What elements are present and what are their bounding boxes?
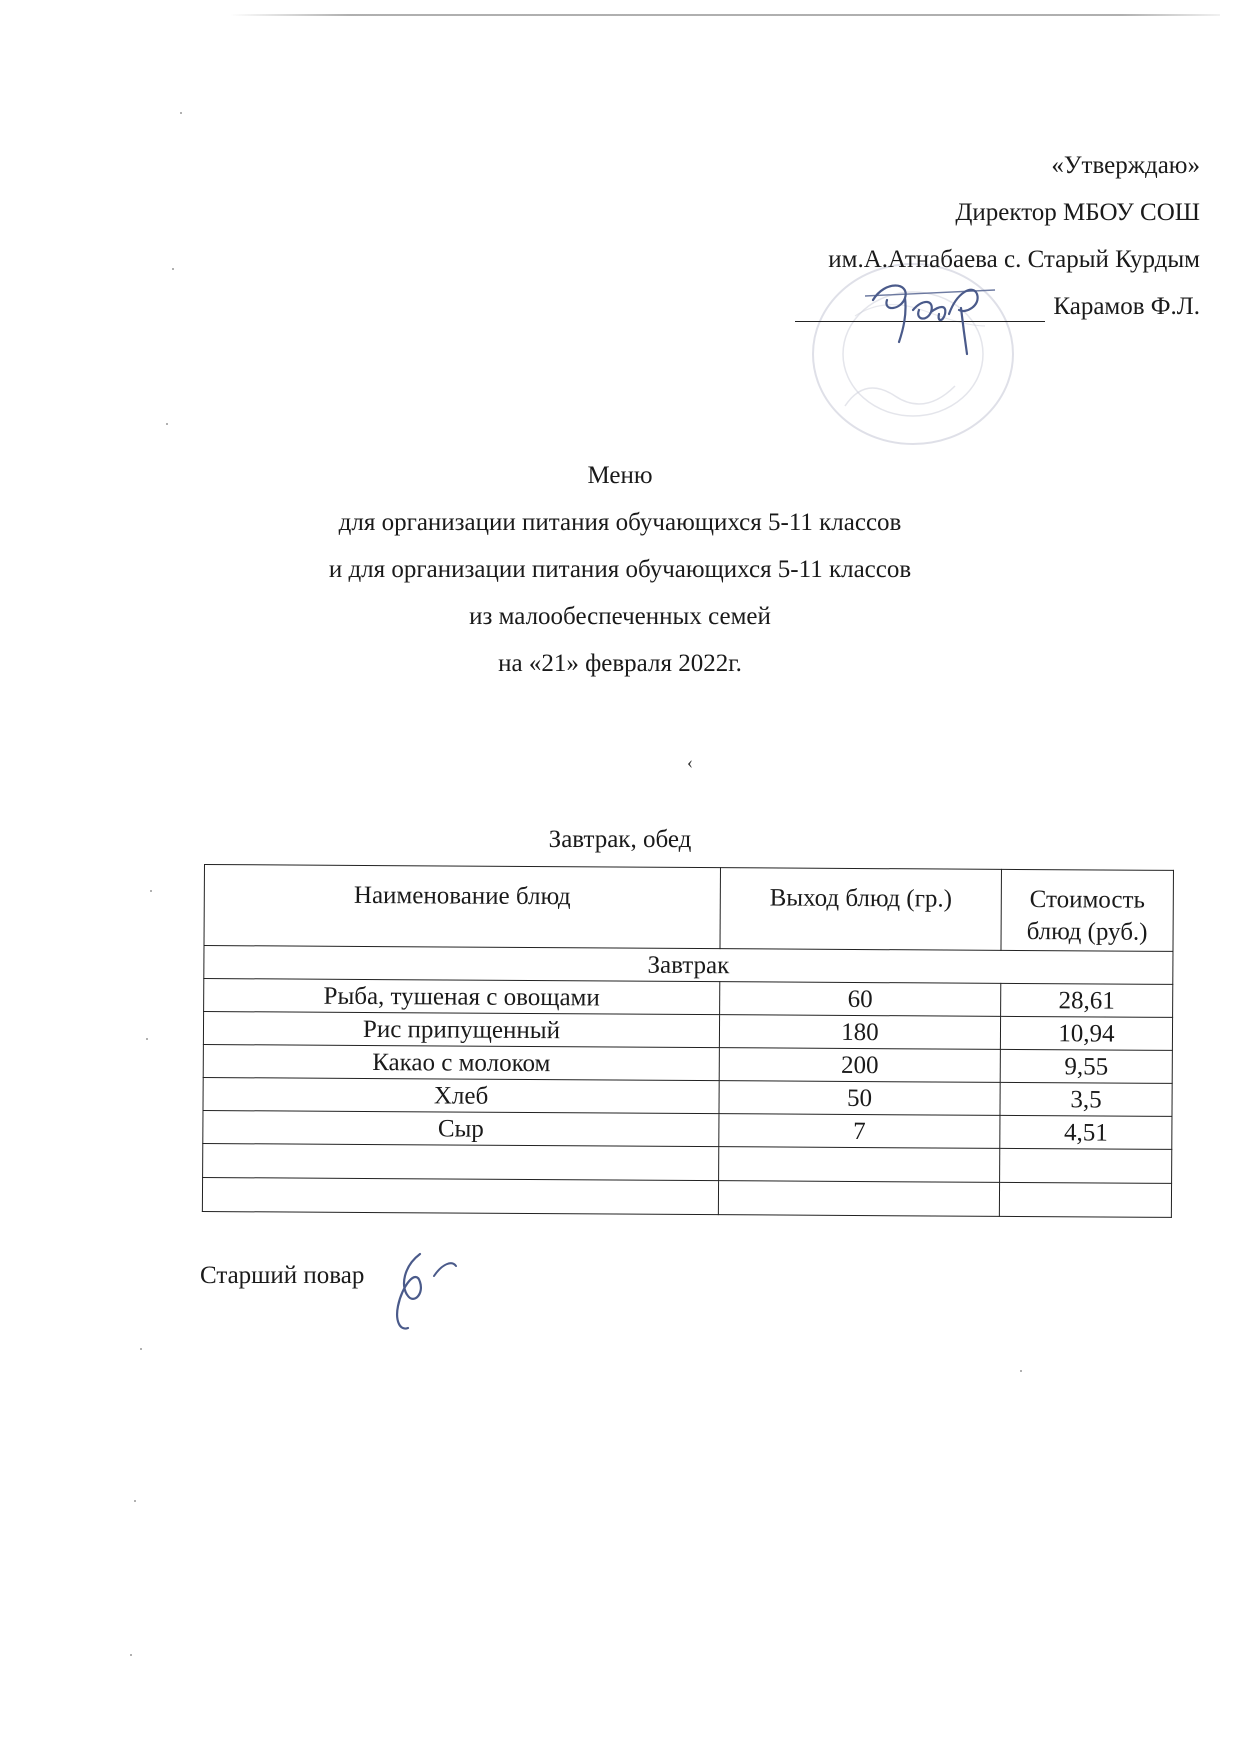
cook-label: Старший повар [200, 1262, 365, 1289]
empty-cell [202, 1177, 718, 1214]
empty-cell [203, 1143, 719, 1180]
header-name: Наименование блюд [204, 865, 720, 949]
dish-output: 7 [719, 1114, 1000, 1149]
empty-cell [1000, 1148, 1172, 1183]
scan-speck [140, 1348, 142, 1350]
table-header-row [204, 865, 1173, 952]
scan-edge-line [230, 14, 1220, 16]
empty-row [202, 1177, 1171, 1217]
header-output [720, 868, 1001, 951]
approval-school: им.А.Атнабаева с. Старый Курдым [828, 246, 1200, 273]
scan-speck [130, 1654, 132, 1656]
scan-speck [1020, 1370, 1022, 1372]
empty-cell [719, 1147, 1000, 1183]
dish-name: Рис припущенный [203, 1012, 719, 1048]
dish-cost: 3,5 [1000, 1082, 1172, 1116]
scan-speck [166, 423, 168, 425]
dish-name: Рыба, тушеная с овощами [204, 979, 720, 1015]
dish-name: Сыр [203, 1110, 719, 1146]
dish-cost: 10,94 [1000, 1016, 1172, 1050]
cook-signature [390, 1246, 470, 1336]
dish-name: Хлеб [203, 1077, 719, 1113]
director-signature [865, 270, 1000, 360]
dish-output: 180 [719, 1015, 1000, 1050]
title-line-1: Меню [587, 462, 653, 489]
approval-signer: Карамов Ф.Л. [1053, 293, 1200, 320]
scan-speck [134, 1500, 136, 1502]
title-line-4: из малообеспеченных семей [469, 603, 771, 630]
title-line-3: и для организации питания обучающихся 5-11 классов [328, 556, 912, 583]
empty-cell [999, 1182, 1171, 1217]
header-cost [1001, 869, 1173, 951]
scan-speck [180, 112, 182, 114]
dish-cost: 4,51 [1000, 1115, 1172, 1149]
section-label: Завтрак [204, 946, 1173, 985]
title-line-2: для организации питания обучающихся 5-11 классов [338, 509, 902, 536]
dish-name: Какао с молоком [203, 1044, 719, 1080]
dish-output: 60 [720, 982, 1001, 1017]
menu-table [202, 864, 1174, 1218]
scan-speck [150, 890, 152, 892]
meal-heading: Завтрак, обед [548, 826, 692, 853]
tick-mark: ‹ [687, 752, 693, 772]
approval-heading: «Утверждаю» [1051, 152, 1200, 179]
title-line-5: на «21» февраля 2022г. [498, 650, 742, 677]
header-cost-label: Стоимость блюд (руб.) [1026, 886, 1148, 946]
approval-position: Директор МБОУ СОШ [955, 199, 1200, 226]
document-title [0, 452, 1240, 687]
scan-speck [146, 1038, 148, 1040]
empty-cell [718, 1181, 999, 1217]
dish-cost: 28,61 [1001, 983, 1173, 1017]
header-output-label: Выход блюд (гр.) [769, 884, 953, 913]
dish-output: 50 [719, 1081, 1000, 1116]
scan-speck [172, 268, 174, 270]
dish-cost: 9,55 [1000, 1049, 1172, 1083]
dish-output: 200 [719, 1048, 1000, 1083]
